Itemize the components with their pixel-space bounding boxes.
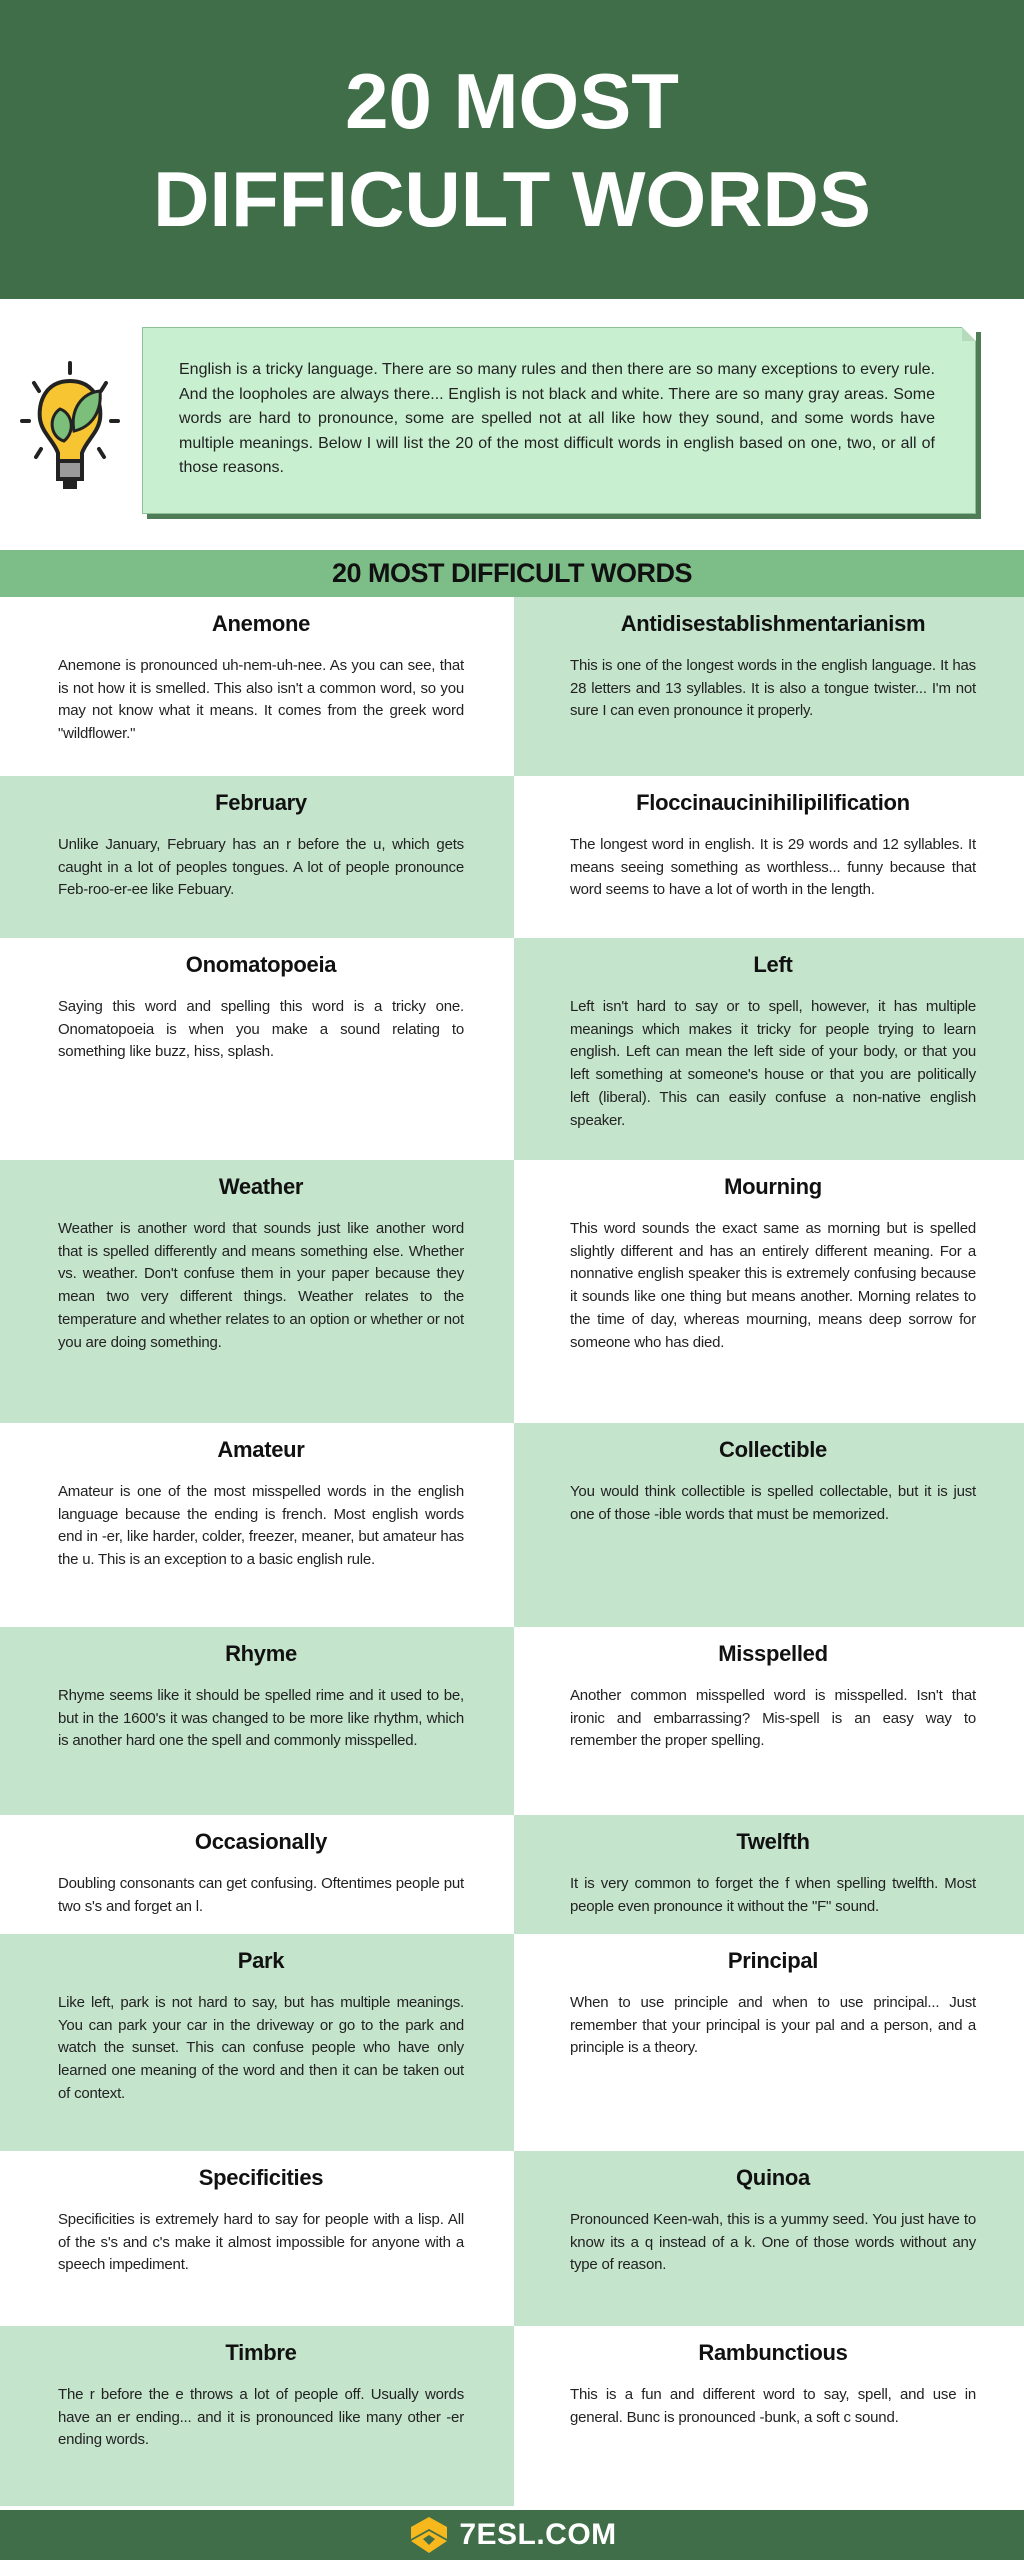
word-title: Amateur: [217, 1437, 305, 1462]
word-title: Rambunctious: [698, 2340, 848, 2365]
word-title: Timbre: [225, 2340, 297, 2365]
word-description: Rhyme seems like it should be spelled rime and it used to be, but in the 1600's it was changed to be more like rhythm, which is another hard one the spell and commonly misspelled.: [58, 1687, 464, 1750]
word-title: Antidisestablishmentarianism: [620, 611, 926, 636]
word-description: This is one of the longest words in the english language. It has 28 letters and 13 syllables. It is also a tongue twister... I'm not sure I can even pronounce it properly.: [570, 657, 976, 720]
intro-note: [142, 327, 976, 514]
footer: [0, 2510, 1024, 2560]
page-title-line1: 20 MOST: [345, 56, 679, 145]
word-title: Quinoa: [736, 2165, 810, 2190]
page-title-line2: DIFFICULT WORDS: [153, 154, 871, 243]
word-card-onomatopoeia: [0, 938, 514, 1160]
word-card-timbre: [0, 2326, 514, 2506]
word-description: Weather is another word that sounds just like another word that is spelled differently and means something else. Whether vs. weather. Don't confuse them in your paper because they mean two very different things. Weather relates to the temperature and whether relates to an option or whether or not you are doing something.: [58, 1220, 464, 1351]
word-card-february: [0, 776, 514, 938]
word-description: You would think collectible is spelled collectable, but it is just one of those -ible words that must be memorized.: [570, 1483, 976, 1523]
word-description: Specificities is extremely hard to say for people with a lisp. All of the s's and c's make it almost impossible for anyone with a speech impediment.: [58, 2211, 464, 2274]
page-fold-corner: [962, 327, 976, 341]
word-title: Weather: [218, 1174, 304, 1199]
intro-section: [0, 299, 1024, 550]
word-card-occasionally: [0, 1815, 514, 1934]
section-title: 20 MOST DIFFICULT WORDS: [332, 558, 692, 588]
word-description: Unlike January, February has an r before the u, which gets caught in a lot of peoples tongues. A lot of people pronounce Feb-roo-er-ee like Febuary.: [58, 836, 464, 899]
word-card-rhyme: [0, 1627, 514, 1815]
word-description: Anemone is pronounced uh-nem-uh-nee. As you can see, that is not how it is smelled. This also isn't a common word, so you may not know what it means. It comes from the greek word "wildflower.": [58, 657, 464, 743]
intro-text: English is a tricky language. There are so many rules and then there are so many exceptions to every rule. And the loopholes are always there... English is not black and white. There are so many gray areas. Some words are hard to pronounce, some are spelled not at all like how they sound, and some words have multiple meanings. Below I will list the 20 of the most difficult words in english based on one, two, or all of those reasons.: [179, 361, 935, 476]
word-card-park: [0, 1934, 514, 2151]
word-title: Left: [753, 952, 793, 977]
word-card-amateur: [0, 1423, 514, 1627]
word-description: Doubling consonants can get confusing. Oftentimes people put two s's and forget an l.: [58, 1875, 464, 1915]
word-card-twelfth: [514, 1815, 1024, 1934]
word-title: Collectible: [719, 1437, 827, 1462]
word-card-specificities: [0, 2151, 514, 2326]
word-card-principal: [514, 1934, 1024, 2151]
word-title: Misspelled: [718, 1641, 828, 1666]
section-band: [0, 550, 1024, 597]
word-description: Left isn't hard to say or to spell, however, it has multiple meanings which makes it tricky for people trying to learn english. Left can mean the left side of your body, or that you left something at someone's house or that you are politically left (liberal). This can easily confuse a non-native english speaker.: [570, 998, 976, 1129]
word-card-mourning: [514, 1160, 1024, 1423]
footer-logo-text: 7ESL.COM: [459, 2518, 617, 2551]
word-card-floccinaucinihilipilification: [514, 776, 1024, 938]
word-card-rambunctious: [514, 2326, 1024, 2506]
word-title: Twelfth: [736, 1829, 810, 1854]
word-title: Floccinaucinihilipilification: [636, 790, 910, 815]
word-description: This is a fun and different word to say, spell, and use in general. Bunc is pronounced -bunk, a soft c sound.: [570, 2386, 976, 2426]
word-title: Specificities: [198, 2165, 324, 2190]
word-description: Amateur is one of the most misspelled words in the english language because the ending is french. Most english words end in -er, like harder, colder, freezer, meaner, but amateur has the u. This is an exception to a basic english rule.: [58, 1483, 464, 1569]
word-title: February: [215, 790, 307, 815]
word-card-weather: [0, 1160, 514, 1423]
word-title: Rhyme: [225, 1641, 297, 1666]
header: [0, 0, 1024, 299]
words-grid: [0, 597, 1024, 2506]
word-description: This word sounds the exact same as morning but is spelled slightly different and has an entirely different meaning. For a nonnative english speaker this is extremely confusing because it sounds like one thing but means another. Morning relates to the time of day, whereas mourning, means deep sorrow for someone who has died.: [570, 1220, 976, 1351]
word-description: The r before the e throws a lot of people off. Usually words have an er ending... and it is pronounced like many other -er ending words.: [58, 2386, 464, 2449]
word-title: Occasionally: [194, 1829, 328, 1854]
word-card-antidisestablishmentarianism: [514, 597, 1024, 776]
word-card-misspelled: [514, 1627, 1024, 1815]
lightbulb-icon: [20, 361, 120, 491]
word-card-collectible: [514, 1423, 1024, 1627]
word-card-anemone: [0, 597, 514, 776]
word-card-left: [514, 938, 1024, 1160]
word-description: Another common misspelled word is misspelled. Isn't that ironic and embarrassing? Mis-spell is an easy way to remember the proper spelling.: [570, 1687, 976, 1750]
word-description: The longest word in english. It is 29 words and 12 syllables. It means seeing something as worthless... funny because that word seems to have a lot of worth in the length.: [570, 836, 976, 899]
word-card-quinoa: [514, 2151, 1024, 2326]
word-description: It is very common to forget the f when spelling twelfth. Most people even pronounce it without the "F" sound.: [570, 1875, 976, 1915]
word-description: Like left, park is not hard to say, but has multiple meanings. You can park your car in the driveway or go to the park and watch the sunset. This can confuse people who have only learned one meaning of the word and then it can be taken out of context.: [58, 1994, 464, 2102]
word-description: When to use principle and when to use principal... Just remember that your principal is your pal and a person, and a principle is a theory.: [570, 1994, 976, 2057]
7esl-logo-icon: [407, 2515, 451, 2555]
word-title: Onomatopoeia: [185, 952, 337, 977]
word-title: Principal: [727, 1948, 819, 1973]
word-title: Anemone: [211, 611, 311, 636]
word-description: Pronounced Keen-wah, this is a yummy seed. You just have to know its a q instead of a k. One of those words without any type of reason.: [570, 2211, 976, 2274]
word-description: Saying this word and spelling this word is a tricky one. Onomatopoeia is when you make a sound relating to something like buzz, hiss, splash.: [58, 998, 464, 1061]
word-title: Park: [237, 1948, 285, 1973]
word-title: Mourning: [724, 1174, 822, 1199]
